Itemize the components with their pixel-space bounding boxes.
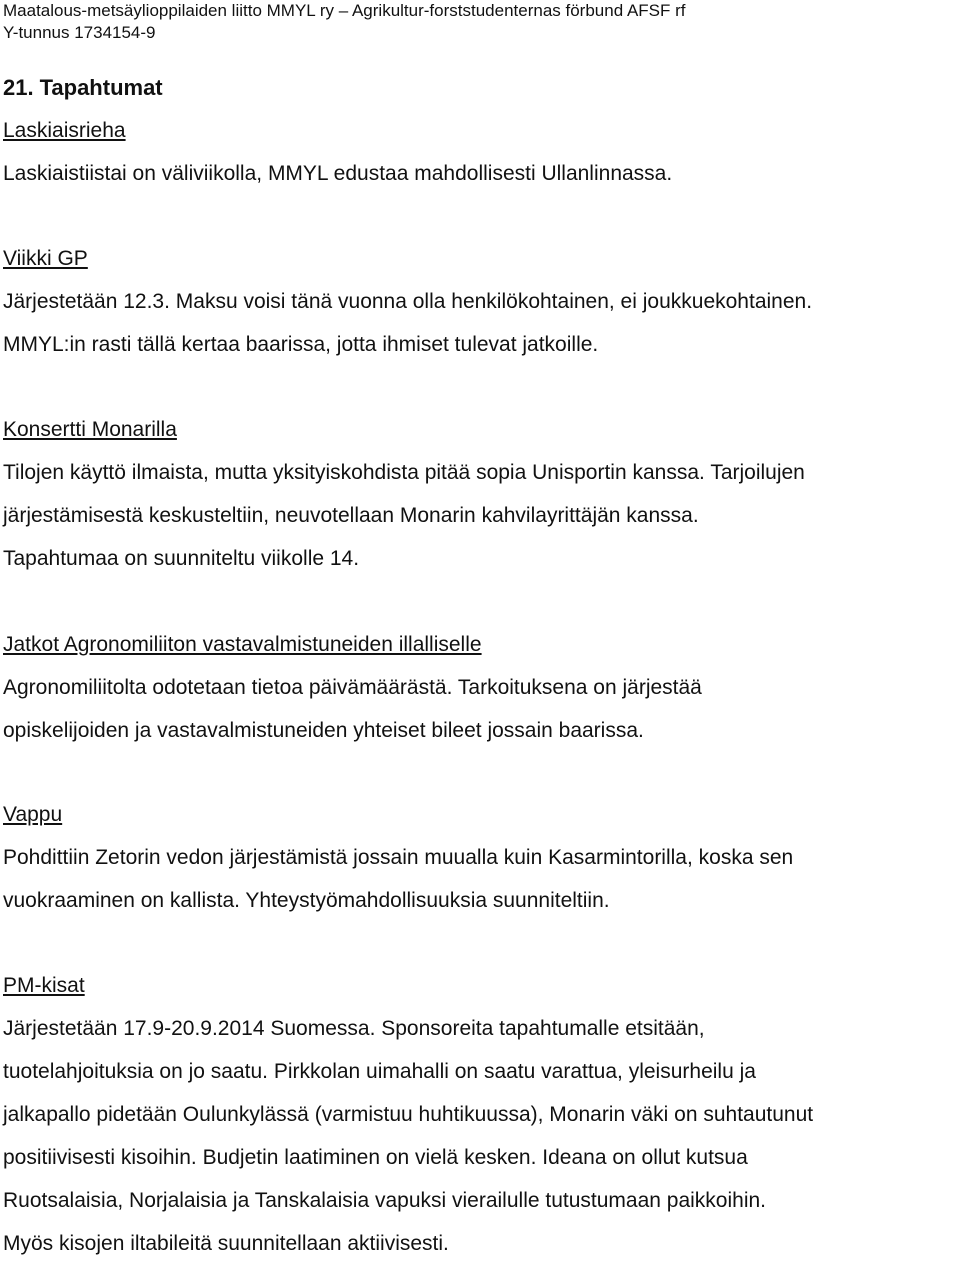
heading-number: 21.	[3, 75, 34, 100]
body-line: tuotelahjoituksia on jo saatu. Pirkkolan uimahalli on saatu varattua, yleisurheilu ja	[3, 1060, 756, 1083]
body-line: järjestämisestä keskusteltiin, neuvotellaan Monarin kahvilayrittäjän kanssa.	[3, 504, 699, 527]
body-line: Järjestetään 12.3. Maksu voisi tänä vuonna olla henkilökohtainen, ei joukkuekohtainen.	[3, 290, 813, 313]
event-title: PM-kisat	[3, 974, 85, 997]
body-line: Tapahtumaa on suunniteltu viikolle 14.	[3, 547, 360, 570]
business-id: Y-tunnus 1734154-9	[3, 23, 156, 42]
event-title: Viikki GP	[3, 247, 88, 270]
event-body	[3, 451, 959, 580]
body-line: Pohdittiin Zetorin vedon järjestämistä jossain muualla kuin Kasarmintorilla, koska sen	[3, 846, 794, 869]
body-line: jalkapallo pidetään Oulunkylässä (varmistuu huhtikuussa), Monarin väki on suhtautunut	[3, 1103, 814, 1126]
body-line: vuokraaminen on kallista. Yhteystyömahdollisuuksia suunniteltiin.	[3, 889, 610, 912]
heading-title: Tapahtumat	[39, 75, 163, 100]
event-title: Jatkot Agronomiliiton vastavalmistuneiden illalliselle	[3, 633, 482, 656]
event-vappu	[3, 793, 959, 922]
event-title: Vappu	[3, 803, 63, 826]
body-line: Järjestetään 17.9-20.9.2014 Suomessa. Sponsoreita tapahtumalle etsitään,	[3, 1017, 705, 1040]
event-jatkot	[3, 623, 959, 752]
event-body	[3, 280, 959, 366]
body-line: Myös kisojen iltabileitä suunnitellaan aktiivisesti.	[3, 1232, 449, 1255]
event-body	[3, 1007, 959, 1265]
body-line: Agronomiliitolta odotetaan tietoa päivämäärästä. Tarkoituksena on järjestää	[3, 676, 702, 699]
event-laskiaisrieha	[3, 109, 959, 195]
body-line: Ruotsalaisia, Norjalaisia ja Tanskalaisia vapuksi vierailulle tutustumaan paikkoihin.	[3, 1189, 767, 1212]
event-body	[3, 666, 959, 752]
body-line: MMYL:in rasti tällä kertaa baarissa, jotta ihmiset tulevat jatkoille.	[3, 333, 599, 356]
event-viikki-gp	[3, 237, 959, 366]
organization-name: Maatalous-metsäylioppilaiden liitto MMYL ry – Agrikultur-forststudenternas förbund AFSF rf	[3, 1, 686, 20]
section-heading	[3, 73, 163, 103]
event-title: Laskiaisrieha	[3, 119, 126, 142]
body-line: Tilojen käyttö ilmaista, mutta yksityiskohdista pitää sopia Unisportin kanssa. Tarjoilujen	[3, 461, 805, 484]
body-line: positiivisesti kisoihin. Budjetin laatiminen on vielä kesken. Ideana on ollut kutsua	[3, 1146, 748, 1169]
event-title: Konsertti Monarilla	[3, 418, 177, 441]
body-line: opiskelijoiden ja vastavalmistuneiden yhteiset bileet jossain baarissa.	[3, 719, 644, 742]
event-pm-kisat	[3, 964, 959, 1265]
document-header	[3, 0, 686, 44]
event-konsertti-monarilla	[3, 408, 959, 580]
body-line: Laskiaistiistai on väliviikolla, MMYL edustaa mahdollisesti Ullanlinnassa.	[3, 162, 673, 185]
event-body	[3, 836, 959, 922]
event-body	[3, 152, 959, 195]
